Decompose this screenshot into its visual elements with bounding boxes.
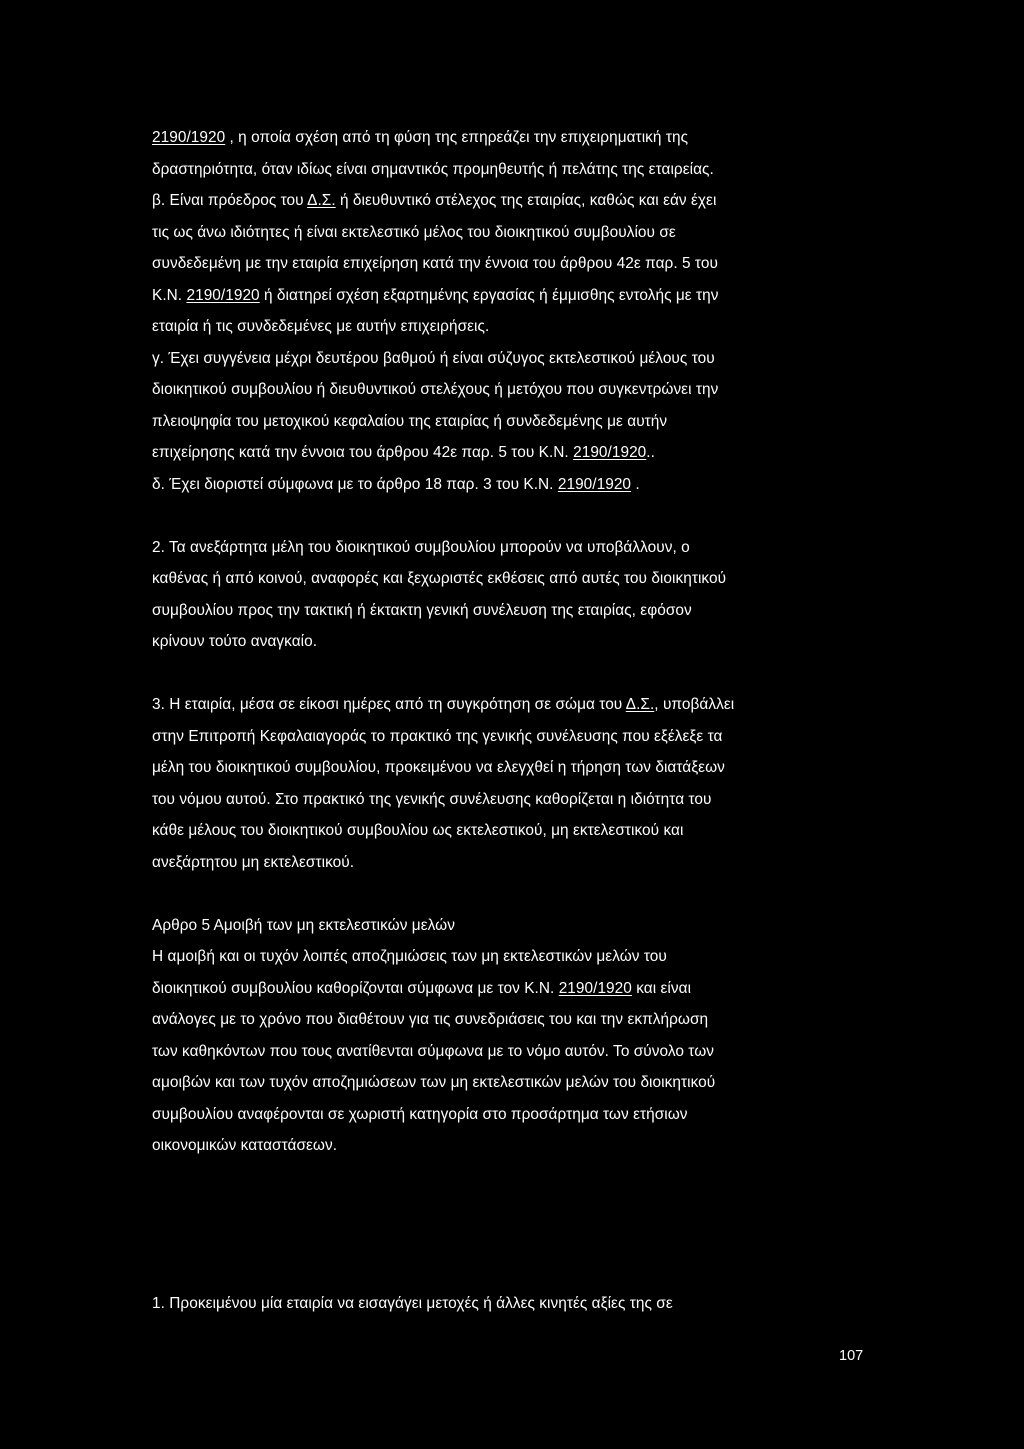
text-line — [152, 784, 872, 816]
text-segment: εταιρία ή τις συνδεδεμένες με αυτήν επιχειρήσεις. — [152, 318, 490, 335]
text-segment: γ. Έχει συγγένεια μέχρι δευτέρου βαθμού ή είναι σύζυγος εκτελεστικού μέλους του — [152, 349, 715, 367]
text-segment: και είναι — [631, 979, 692, 997]
text-segment: κρίνουν τούτο αναγκαίο. — [152, 633, 318, 650]
text-line — [152, 1004, 872, 1036]
text-segment: , υποβάλλει — [654, 696, 735, 713]
text-line — [152, 847, 872, 879]
text-segment: οικονομικών καταστάσεων. — [152, 1137, 338, 1154]
text-segment: τις ως άνω ιδιότητες ή είναι εκτελεστικό μέλος του διοικητικού συμβουλίου σε — [152, 223, 676, 241]
text-line — [152, 406, 872, 438]
underlined-reference: 2190/1920 — [152, 129, 226, 146]
text-segment: στην Επιτροπή Κεφαλαιαγοράς το πρακτικό της γενικής συνέλευσης που εξέλεξε τα — [152, 727, 723, 745]
text-segment: διοικητικού συμβουλίου ή διευθυντικού στελέχους ή μετόχου που συγκεντρώνει την — [152, 381, 719, 398]
text-line — [152, 626, 872, 658]
text-line — [152, 910, 872, 942]
text-segment: 3. Η εταιρία, μέσα σε είκοσι ημέρες από τη συγκρότηση σε σώμα του — [152, 696, 626, 713]
blank-line — [152, 878, 872, 910]
text-line — [152, 437, 872, 469]
text-line — [152, 122, 872, 154]
text-line — [152, 248, 872, 280]
text-line — [152, 1288, 872, 1320]
text-segment: επιχείρησης κατά την έννοια του άρθρου 42ε παρ. 5 του Κ.Ν. — [152, 444, 574, 461]
text-line — [152, 343, 872, 375]
text-segment: μέλη του διοικητικού συμβουλίου, προκειμένου να ελεγχθεί η τήρηση των διατάξεων — [152, 759, 725, 776]
text-segment: δραστηριότητα, όταν ιδίως είναι σημαντικός προμηθευτής ή πελάτης της εταιρείας. — [152, 160, 714, 178]
underlined-reference: 2190/1920 — [573, 444, 647, 461]
text-line — [152, 469, 872, 501]
blank-line — [152, 500, 872, 532]
text-segment: συνδεδεμένη με την εταιρία επιχείρηση κατά την έννοια του άρθρου 42ε παρ. 5 του — [152, 255, 718, 272]
text-segment: κάθε μέλους του διοικητικού συμβουλίου ως εκτελεστικού, μη εκτελεστικού και — [152, 822, 684, 839]
text-line — [152, 532, 872, 564]
text-line — [152, 185, 872, 217]
text-segment: Η αμοιβή και οι τυχόν λοιπές αποζημιώσεις των μη εκτελεστικών μελών του — [152, 948, 667, 965]
text-segment: .. — [646, 444, 655, 461]
blank-line — [152, 1162, 872, 1288]
text-line — [152, 1099, 872, 1131]
text-line — [152, 217, 872, 249]
underlined-reference: Δ.Σ. — [625, 696, 655, 713]
underlined-reference: 2190/1920 — [186, 286, 260, 304]
underlined-reference: 2190/1920 — [558, 979, 632, 997]
text-line — [152, 1036, 872, 1068]
text-segment: ή διευθυντικό στέλεχος της εταιρίας, καθώς και εάν έχει — [335, 192, 717, 209]
underlined-reference: 2190/1920 — [557, 475, 632, 493]
text-segment: του νόμου αυτού. Στο πρακτικό της γενικής συνέλευσης καθορίζεται η ιδιότητα του — [152, 790, 712, 808]
text-segment: δ. Έχει διοριστεί σύμφωνα με το άρθρο 18 παρ. 3 του Κ.Ν. — [152, 475, 558, 493]
text-line — [152, 689, 872, 721]
text-line — [152, 154, 872, 186]
text-segment: 2. Τα ανεξάρτητα μέλη του διοικητικού συμβουλίου μπορούν να υποβάλλουν, ο — [152, 538, 690, 556]
text-segment: συμβουλίου προς την τακτική ή έκτακτη γενική συνέλευση της εταιρίας, εφόσον — [152, 601, 692, 619]
text-line — [152, 941, 872, 973]
page-number: 107 — [839, 1348, 864, 1364]
text-line — [152, 374, 872, 406]
text-segment: Κ.Ν. — [152, 286, 187, 304]
text-segment: των καθηκόντων που τους ανατίθενται σύμφωνα με το νόμο αυτόν. Το σύνολο των — [152, 1042, 715, 1060]
text-line — [152, 280, 872, 312]
text-segment: αμοιβών και των τυχόν αποζημιώσεων των μη εκτελεστικών μελών του διοικητικού — [152, 1074, 716, 1091]
text-segment: Αρθρο 5 Αμοιβή των μη εκτελεστικών μελών — [152, 916, 455, 934]
text-segment: ανάλογες με το χρόνο που διαθέτουν για τις συνεδριάσεις του και την εκπλήρωση — [152, 1011, 709, 1028]
text-line — [152, 563, 872, 595]
text-segment: διοικητικού συμβουλίου καθορίζονται σύμφωνα με τον Κ.Ν. — [152, 979, 559, 997]
text-line — [152, 595, 872, 627]
text-line — [152, 815, 872, 847]
blank-line — [152, 658, 872, 690]
text-segment: πλειοψηφία του μετοχικού κεφαλαίου της εταιρίας ή συνδεδεμένης με αυτήν — [152, 412, 668, 430]
text-segment: καθένας ή από κοινού, αναφορές και ξεχωριστές εκθέσεις από αυτές του διοικητικού — [152, 570, 727, 587]
text-segment: . — [631, 475, 640, 493]
text-segment: 1. Προκειμένου μία εταιρία να εισαγάγει μετοχές ή άλλες κινητές αξίες της σε — [152, 1294, 673, 1312]
text-line — [152, 1130, 872, 1162]
text-line — [152, 311, 872, 343]
underlined-reference: Δ.Σ. — [307, 192, 336, 209]
text-line — [152, 752, 872, 784]
text-line — [152, 721, 872, 753]
text-segment: ανεξάρτητου μη εκτελεστικού. — [152, 853, 355, 871]
text-segment: ή διατηρεί σχέση εξαρτημένης εργασίας ή έμμισθης εντολής με την — [259, 286, 719, 304]
text-line — [152, 973, 872, 1005]
text-segment: , η οποία σχέση από τη φύση της επηρεάζει την επιχειρηματική της — [225, 129, 689, 146]
text-segment: β. Είναι πρόεδρος του — [152, 192, 308, 209]
text-line — [152, 1067, 872, 1099]
text-segment: συμβουλίου αναφέρονται σε χωριστή κατηγορία στο προσάρτημα των ετήσιων — [152, 1105, 688, 1123]
document-body — [152, 122, 872, 1319]
